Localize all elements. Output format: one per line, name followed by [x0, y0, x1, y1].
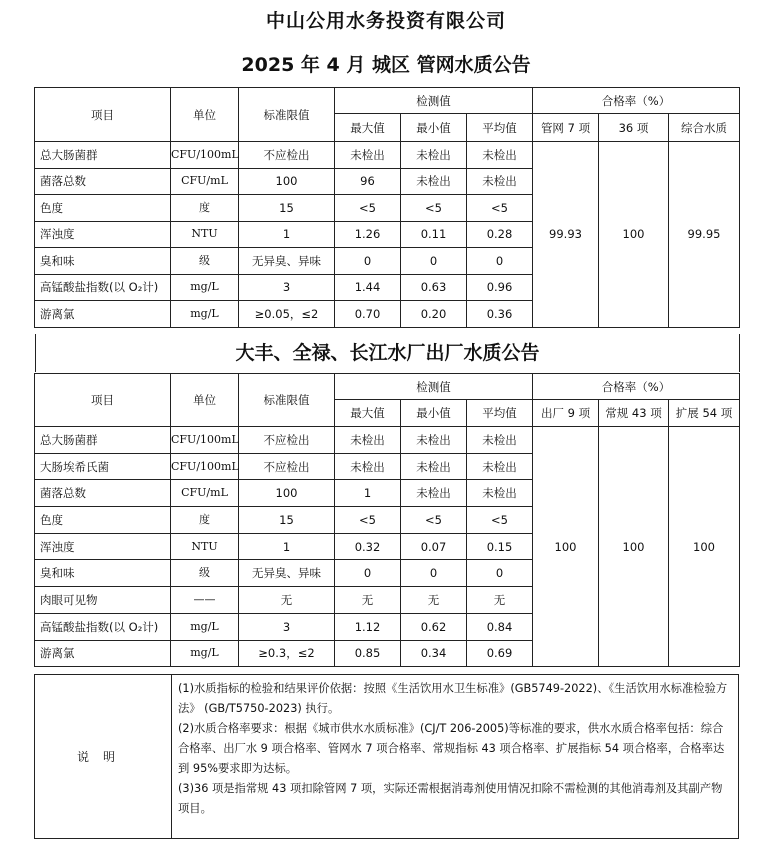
- item-cell: 臭和味: [35, 248, 171, 275]
- avg-cell: 0.28: [467, 221, 533, 248]
- pass-col-header: 常规 43 项: [599, 400, 669, 427]
- avg-cell: 0.69: [467, 640, 533, 667]
- notes-section: [34, 674, 739, 839]
- header-unit: 单位: [171, 374, 239, 427]
- unit-cell: mg/L: [171, 274, 239, 301]
- item-cell: 浑浊度: [35, 533, 171, 560]
- limit-cell: 100: [239, 168, 335, 195]
- unit-cell: ——: [171, 587, 239, 614]
- max-cell: 1.26: [335, 221, 401, 248]
- limit-cell: 不应检出: [239, 427, 335, 454]
- pass-rate-value: 99.95: [669, 142, 740, 328]
- limit-cell: ≥0.05，≤2: [239, 301, 335, 328]
- limit-cell: 不应检出: [239, 142, 335, 169]
- unit-cell: mg/L: [171, 301, 239, 328]
- avg-cell: 0.96: [467, 274, 533, 301]
- avg-cell: 0.84: [467, 613, 533, 640]
- pass-rate-value: 100: [669, 427, 740, 667]
- min-cell: 0: [401, 248, 467, 275]
- header-limit: 标准限值: [239, 374, 335, 427]
- max-cell: 1: [335, 480, 401, 507]
- avg-cell: 0: [467, 560, 533, 587]
- min-cell: 0.07: [401, 533, 467, 560]
- table-row: [35, 142, 740, 169]
- avg-cell: <5: [467, 195, 533, 222]
- avg-cell: 0.15: [467, 533, 533, 560]
- pass-rate-value: 100: [599, 142, 669, 328]
- pass-rate-value: 100: [533, 427, 599, 667]
- limit-cell: 3: [239, 613, 335, 640]
- pass-rate-value: 100: [599, 427, 669, 667]
- header-pass: 合格率（%）: [533, 88, 740, 114]
- min-cell: 0.62: [401, 613, 467, 640]
- min-cell: <5: [401, 195, 467, 222]
- header-unit: 单位: [171, 88, 239, 142]
- limit-cell: 15: [239, 195, 335, 222]
- avg-cell: 未检出: [467, 142, 533, 169]
- unit-cell: CFU/mL: [171, 168, 239, 195]
- unit-cell: CFU/100mL: [171, 427, 239, 454]
- limit-cell: 15: [239, 507, 335, 534]
- unit-cell: NTU: [171, 533, 239, 560]
- avg-cell: 未检出: [467, 168, 533, 195]
- item-cell: 菌落总数: [35, 480, 171, 507]
- unit-cell: CFU/mL: [171, 480, 239, 507]
- limit-cell: 100: [239, 480, 335, 507]
- header-pass: 合格率（%）: [533, 374, 740, 400]
- max-cell: 96: [335, 168, 401, 195]
- min-cell: 0.20: [401, 301, 467, 328]
- unit-cell: 级: [171, 560, 239, 587]
- avg-cell: 未检出: [467, 480, 533, 507]
- header-min: 最小值: [401, 114, 467, 142]
- unit-cell: 度: [171, 507, 239, 534]
- min-cell: 未检出: [401, 480, 467, 507]
- header-detect: 检测值: [335, 88, 533, 114]
- header-max: 最大值: [335, 114, 401, 142]
- note-line: (2)水质合格率要求：根据《城市供水水质标准》(CJ/T 206-2005)等标准的要求，供水水质合格率包括：综合合格率、出厂水 9 项合格率、管网水 7 项合格率、常规指标 43 项合格率、扩展指标 54 项合格率，合格率达到 95%要求即为达标。: [178, 722, 725, 775]
- min-cell: 0.11: [401, 221, 467, 248]
- item-cell: 大肠埃希氏菌: [35, 453, 171, 480]
- min-cell: 未检出: [401, 427, 467, 454]
- avg-cell: 0.36: [467, 301, 533, 328]
- avg-cell: 未检出: [467, 453, 533, 480]
- unit-cell: mg/L: [171, 613, 239, 640]
- table-row: [35, 427, 740, 454]
- min-cell: 未检出: [401, 168, 467, 195]
- pass-col-header: 36 项: [599, 114, 669, 142]
- max-cell: <5: [335, 507, 401, 534]
- max-cell: 0: [335, 560, 401, 587]
- header-item: 项目: [35, 88, 171, 142]
- max-cell: 无: [335, 587, 401, 614]
- item-cell: 色度: [35, 507, 171, 534]
- avg-cell: 未检出: [467, 427, 533, 454]
- notes-label: 说明: [35, 675, 172, 838]
- min-cell: 0.63: [401, 274, 467, 301]
- max-cell: 未检出: [335, 142, 401, 169]
- note-line: (1)水质指标的检验和结果评价依据：按照《生活饮用水卫生标准》(GB5749-2022)、《生活饮用水标准检验方法》 (GB/T5750-2023) 执行。: [178, 682, 728, 715]
- min-cell: 未检出: [401, 453, 467, 480]
- limit-cell: 3: [239, 274, 335, 301]
- avg-cell: <5: [467, 507, 533, 534]
- item-cell: 高锰酸盐指数(以 O₂计): [35, 613, 171, 640]
- min-cell: 无: [401, 587, 467, 614]
- note-line: (3)36 项是指常规 43 项扣除管网 7 项，实际还需根据消毒剂使用情况扣除不需检测的其他消毒剂及其副产物项目。: [178, 782, 723, 815]
- item-cell: 游离氯: [35, 640, 171, 667]
- max-cell: 0: [335, 248, 401, 275]
- header-avg: 平均值: [467, 400, 533, 427]
- unit-cell: 级: [171, 248, 239, 275]
- avg-cell: 0: [467, 248, 533, 275]
- avg-cell: 无: [467, 587, 533, 614]
- pass-col-header: 出厂 9 项: [533, 400, 599, 427]
- plant-notice-title: 大丰、全禄、长江水厂出厂水质公告: [35, 334, 740, 372]
- notes-body: [172, 675, 738, 838]
- pass-col-header: 综合水质: [669, 114, 740, 142]
- item-cell: 浑浊度: [35, 221, 171, 248]
- limit-cell: ≥0.3，≤2: [239, 640, 335, 667]
- max-cell: 1.44: [335, 274, 401, 301]
- min-cell: 0.34: [401, 640, 467, 667]
- header-min: 最小值: [401, 400, 467, 427]
- item-cell: 游离氯: [35, 301, 171, 328]
- pass-rate-value: 99.93: [533, 142, 599, 328]
- max-cell: 0.85: [335, 640, 401, 667]
- max-cell: 0.70: [335, 301, 401, 328]
- max-cell: 1.12: [335, 613, 401, 640]
- max-cell: 未检出: [335, 453, 401, 480]
- max-cell: <5: [335, 195, 401, 222]
- limit-cell: 无: [239, 587, 335, 614]
- item-cell: 菌落总数: [35, 168, 171, 195]
- min-cell: 0: [401, 560, 467, 587]
- item-cell: 色度: [35, 195, 171, 222]
- limit-cell: 无异臭、异味: [239, 560, 335, 587]
- header-item: 项目: [35, 374, 171, 427]
- item-cell: 总大肠菌群: [35, 427, 171, 454]
- company-name: 中山公用水务投资有限公司: [265, 10, 506, 32]
- min-cell: <5: [401, 507, 467, 534]
- header-detect: 检测值: [335, 374, 533, 400]
- unit-cell: 度: [171, 195, 239, 222]
- header-limit: 标准限值: [239, 88, 335, 142]
- limit-cell: 1: [239, 221, 335, 248]
- unit-cell: mg/L: [171, 640, 239, 667]
- header-max: 最大值: [335, 400, 401, 427]
- min-cell: 未检出: [401, 142, 467, 169]
- unit-cell: CFU/100mL: [171, 453, 239, 480]
- item-cell: 臭和味: [35, 560, 171, 587]
- network-notice-title: 2025 年 4 月 城区 管网水质公告: [241, 54, 531, 76]
- item-cell: 肉眼可见物: [35, 587, 171, 614]
- max-cell: 0.32: [335, 533, 401, 560]
- header-avg: 平均值: [467, 114, 533, 142]
- limit-cell: 无异臭、异味: [239, 248, 335, 275]
- limit-cell: 不应检出: [239, 453, 335, 480]
- pass-col-header: 管网 7 项: [533, 114, 599, 142]
- network-quality-table: [34, 87, 740, 328]
- max-cell: 未检出: [335, 427, 401, 454]
- unit-cell: NTU: [171, 221, 239, 248]
- plant-quality-table: [34, 373, 740, 667]
- unit-cell: CFU/100mL: [171, 142, 239, 169]
- limit-cell: 1: [239, 533, 335, 560]
- pass-col-header: 扩展 54 项: [669, 400, 740, 427]
- item-cell: 高锰酸盐指数(以 O₂计): [35, 274, 171, 301]
- item-cell: 总大肠菌群: [35, 142, 171, 169]
